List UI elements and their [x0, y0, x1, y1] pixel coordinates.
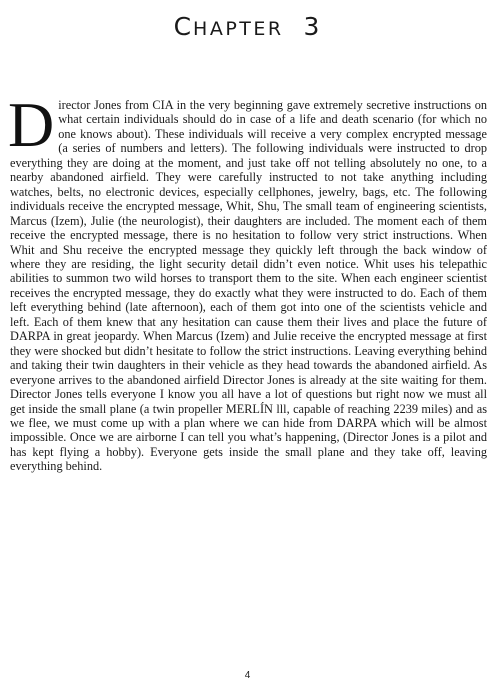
- chapter-title-initial: C: [173, 12, 194, 41]
- chapter-title: [0, 12, 495, 41]
- chapter-title-rest: HAPTER: [193, 18, 284, 40]
- page-number: 4: [244, 670, 251, 681]
- drop-cap: D: [8, 89, 55, 160]
- chapter-body: [8, 89, 487, 474]
- chapter-number: 3: [303, 12, 322, 41]
- body-paragraph: irector Jones from CIA in the very beginning gave extremely secretive instructions on what certain individuals should do in case of a life and death scenario (for which no one knows about). These individuals will receive a very complex encrypted message (a series of numbers and letters). The following individuals were instructed to drop everything they are doing at the moment, and just take off not telling absolutely no one, to a nearby abandoned airfield. They were carefully instructed to not take anything including watches, belts, no electronic devices, especially cellphones, jewelry, bags, etc. The following individuals receive the encrypted message, Whit, Shu, The small team of engineering scientists, Marcus (Izem), Julie (the neurologist), their daughters are included. The moment each of them receive the encrypted message, there is no hesitation to follow very strict instructions. When Whit and Shu receive the encrypted message they quickly left through the back window of where they are residing, the light security detail didn’t even notice. Whit uses his telepathic abilities to summon two wild horses to transport them to the site. When each engineer scientist receives the encrypted message, they do exactly what they were instructed to do. Each of them left everything behind (late afternoon), each of them got into one of the scientists vehicle and left. Each of them knew that any hesitation can cause them their lives and place the future of DARPA in great jeopardy. When Marcus (Izem) and Julie receive the encrypted message at first they were shocked but didn’t hesitate to follow the strict instructions. Leaving everything behind and taking their twin daughters in their vehicle as they head towards the abandoned airfield. As everyone arrives to the abandoned airfield Director Jones is already at the site waiting for them. Director Jones tells everyone I know you all have a lot of questions but right now we must all get inside the small plane (a twin propeller MERLÍN lll, capable of reaching 2239 miles) and as we flee, we must come up with a plan where we can hide from DARPA which will be almost impossible. Once we are airborne I can tell you what’s happening, (Director Jones is a pilot and has kept flying a hobby). Everyone gets inside the small plane and they take off, leaving everything behind.: [10, 98, 487, 474]
